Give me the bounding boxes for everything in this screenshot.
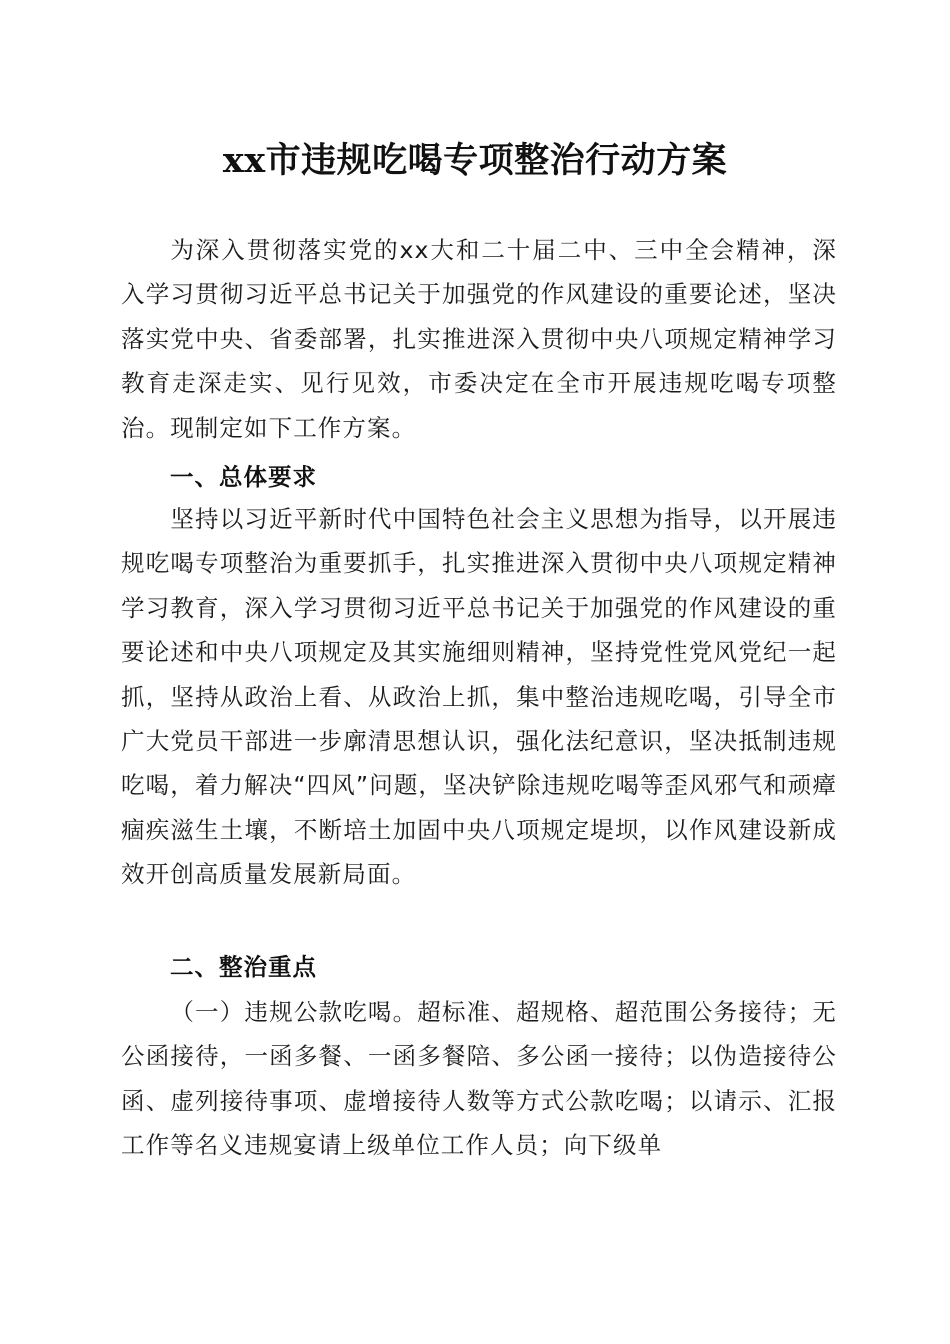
intro-paragraph-block [121,228,837,450]
rectification-focus-paragraph: （一）违规公款吃喝。超标准、超规格、超范围公务接待；无公函接待，一函多餐、一函多餐陪、多公函一接待；以伪造接待公函、虚列接待事项、虚增接待人数等方式公款吃喝；以请示、汇报工作等名义违规宴请上级单位工作人员；向下级单 [121,998,837,1160]
intro-paragraph: 为深入贯彻落实党的xx大和二十届二中、三中全会精神，深入学习贯彻习近平总书记关于加强党的作风建设的重要论述，坚决落实党中央、省委部署，扎实推进深入贯彻中央八项规定精神学习教育走深走实、见行见效，市委决定在全市开展违规吃喝专项整治。现制定如下工作方案。 [121,236,837,442]
document-title: xx市违规吃喝专项整治行动方案 [222,140,728,181]
general-requirements-paragraph: 坚持以习近平新时代中国特色社会主义思想为指导，以开展违规吃喝专项整治为重要抓手，扎实推进深入贯彻中央八项规定精神学习教育，深入学习贯彻习近平总书记关于加强党的作风建设的重要论述和中央八项规定及其实施细则精神，坚持党性党风党纪一起抓，坚持从政治上看、从政治上抓，集中整治违规吃喝，引导全市广大党员干部进一步廓清思想认识，强化法纪意识，坚决抵制违规吃喝，着力解决“四风”问题，坚决铲除违规吃喝等歪风邪气和顽瘴痼疾滋生土壤，不断培土加固中央八项规定堤坝，以作风建设新成效开创高质量发展新局面。 [121,505,837,889]
section-heading-rectification-focus: 二、整治重点 [170,953,317,981]
general-requirements-block [121,497,837,897]
rectification-focus-block [121,990,837,1168]
section-heading-general-requirements: 一、总体要求 [170,463,317,491]
